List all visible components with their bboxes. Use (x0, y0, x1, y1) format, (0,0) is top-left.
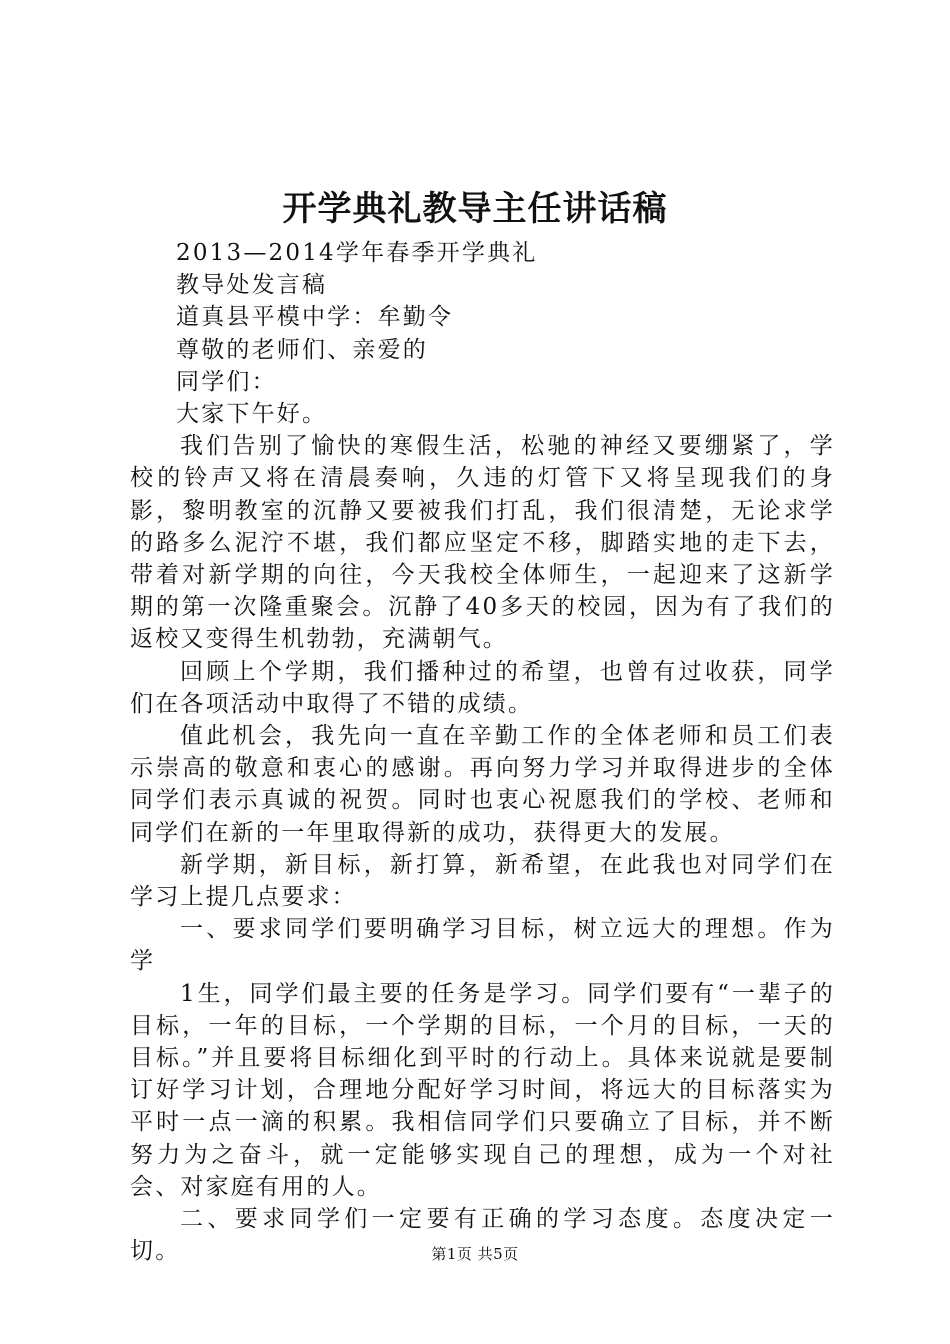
header-line-students: 同学们： (176, 368, 277, 395)
paragraph-2: 回顾上个学期，我们播种过的希望，也曾有过收获，同学们在各项活动中取得了不错的成绩。 (130, 658, 835, 717)
paragraph-3: 值此机会，我先向一直在辛勤工作的全体老师和员工们表示崇高的敬意和衷心的感谢。再向努力学习并取得进步的全体同学们表示真诚的祝贺。同时也衷心祝愿我们的学校、老师和同学们在新的一年里取得新的成功，获得更大的发展。 (130, 723, 835, 846)
paragraph-5: 一、要求同学们要明确学习目标，树立远大的理想。作为学 (130, 916, 835, 975)
header-line-greeting: 大家下午好。 (176, 401, 328, 428)
paragraph-4: 新学期，新目标，新打算，新希望，在此我也对同学们在学习上提几点要求： (130, 851, 835, 911)
document-body (130, 237, 835, 1268)
document-title: 开学典礼教导主任讲话稿 (282, 189, 668, 229)
paragraph-1: 我们告别了愉快的寒假生活，松驰的神经又要绷紧了，学校的铃声又将在清晨奏响，久违的灯管下又将呈现我们的身影，黎明教室的沉静又要被我们打乱，我们很清楚，无论求学的路多么泥泞不堪，我们都应坚定不移，脚踏实地的走下去，带着对新学期的向往，今天我校全体师生，一起迎来了这新学期的第一次隆重聚会。沉静了40多天的校园，因为有了我们的返校又变得生机勃勃，充满朝气。 (130, 433, 835, 653)
paragraph-6: 1生，同学们最主要的任务是学习。同学们要有“一辈子的目标，一年的目标，一个学期的目标，一个月的目标，一天的目标。”并且要将目标细化到平时的行动上。具体来说就是要制订好学习计划，合理地分配好学习时间，将远大的目标落实为平时一点一滴的积累。我相信同学们只要确立了目标，并不断努力为之奋斗，就一定能够实现自己的理想，成为一个对社会、对家庭有用的人。 (130, 980, 835, 1200)
header-line-salutation: 尊敬的老师们、亲爱的 (176, 336, 428, 363)
paragraph-7: 二、要求同学们一定要有正确的学习态度。态度决定一切。 (130, 1206, 835, 1265)
page-number-footer: 第1页 共5页 (431, 1245, 519, 1263)
header-line-office: 教导处发言稿 (176, 272, 328, 299)
header-line-author: 道真县平模中学：牟勤令 (176, 304, 454, 331)
header-line-semester: 2013—2014学年春季开学典礼 (176, 240, 538, 266)
